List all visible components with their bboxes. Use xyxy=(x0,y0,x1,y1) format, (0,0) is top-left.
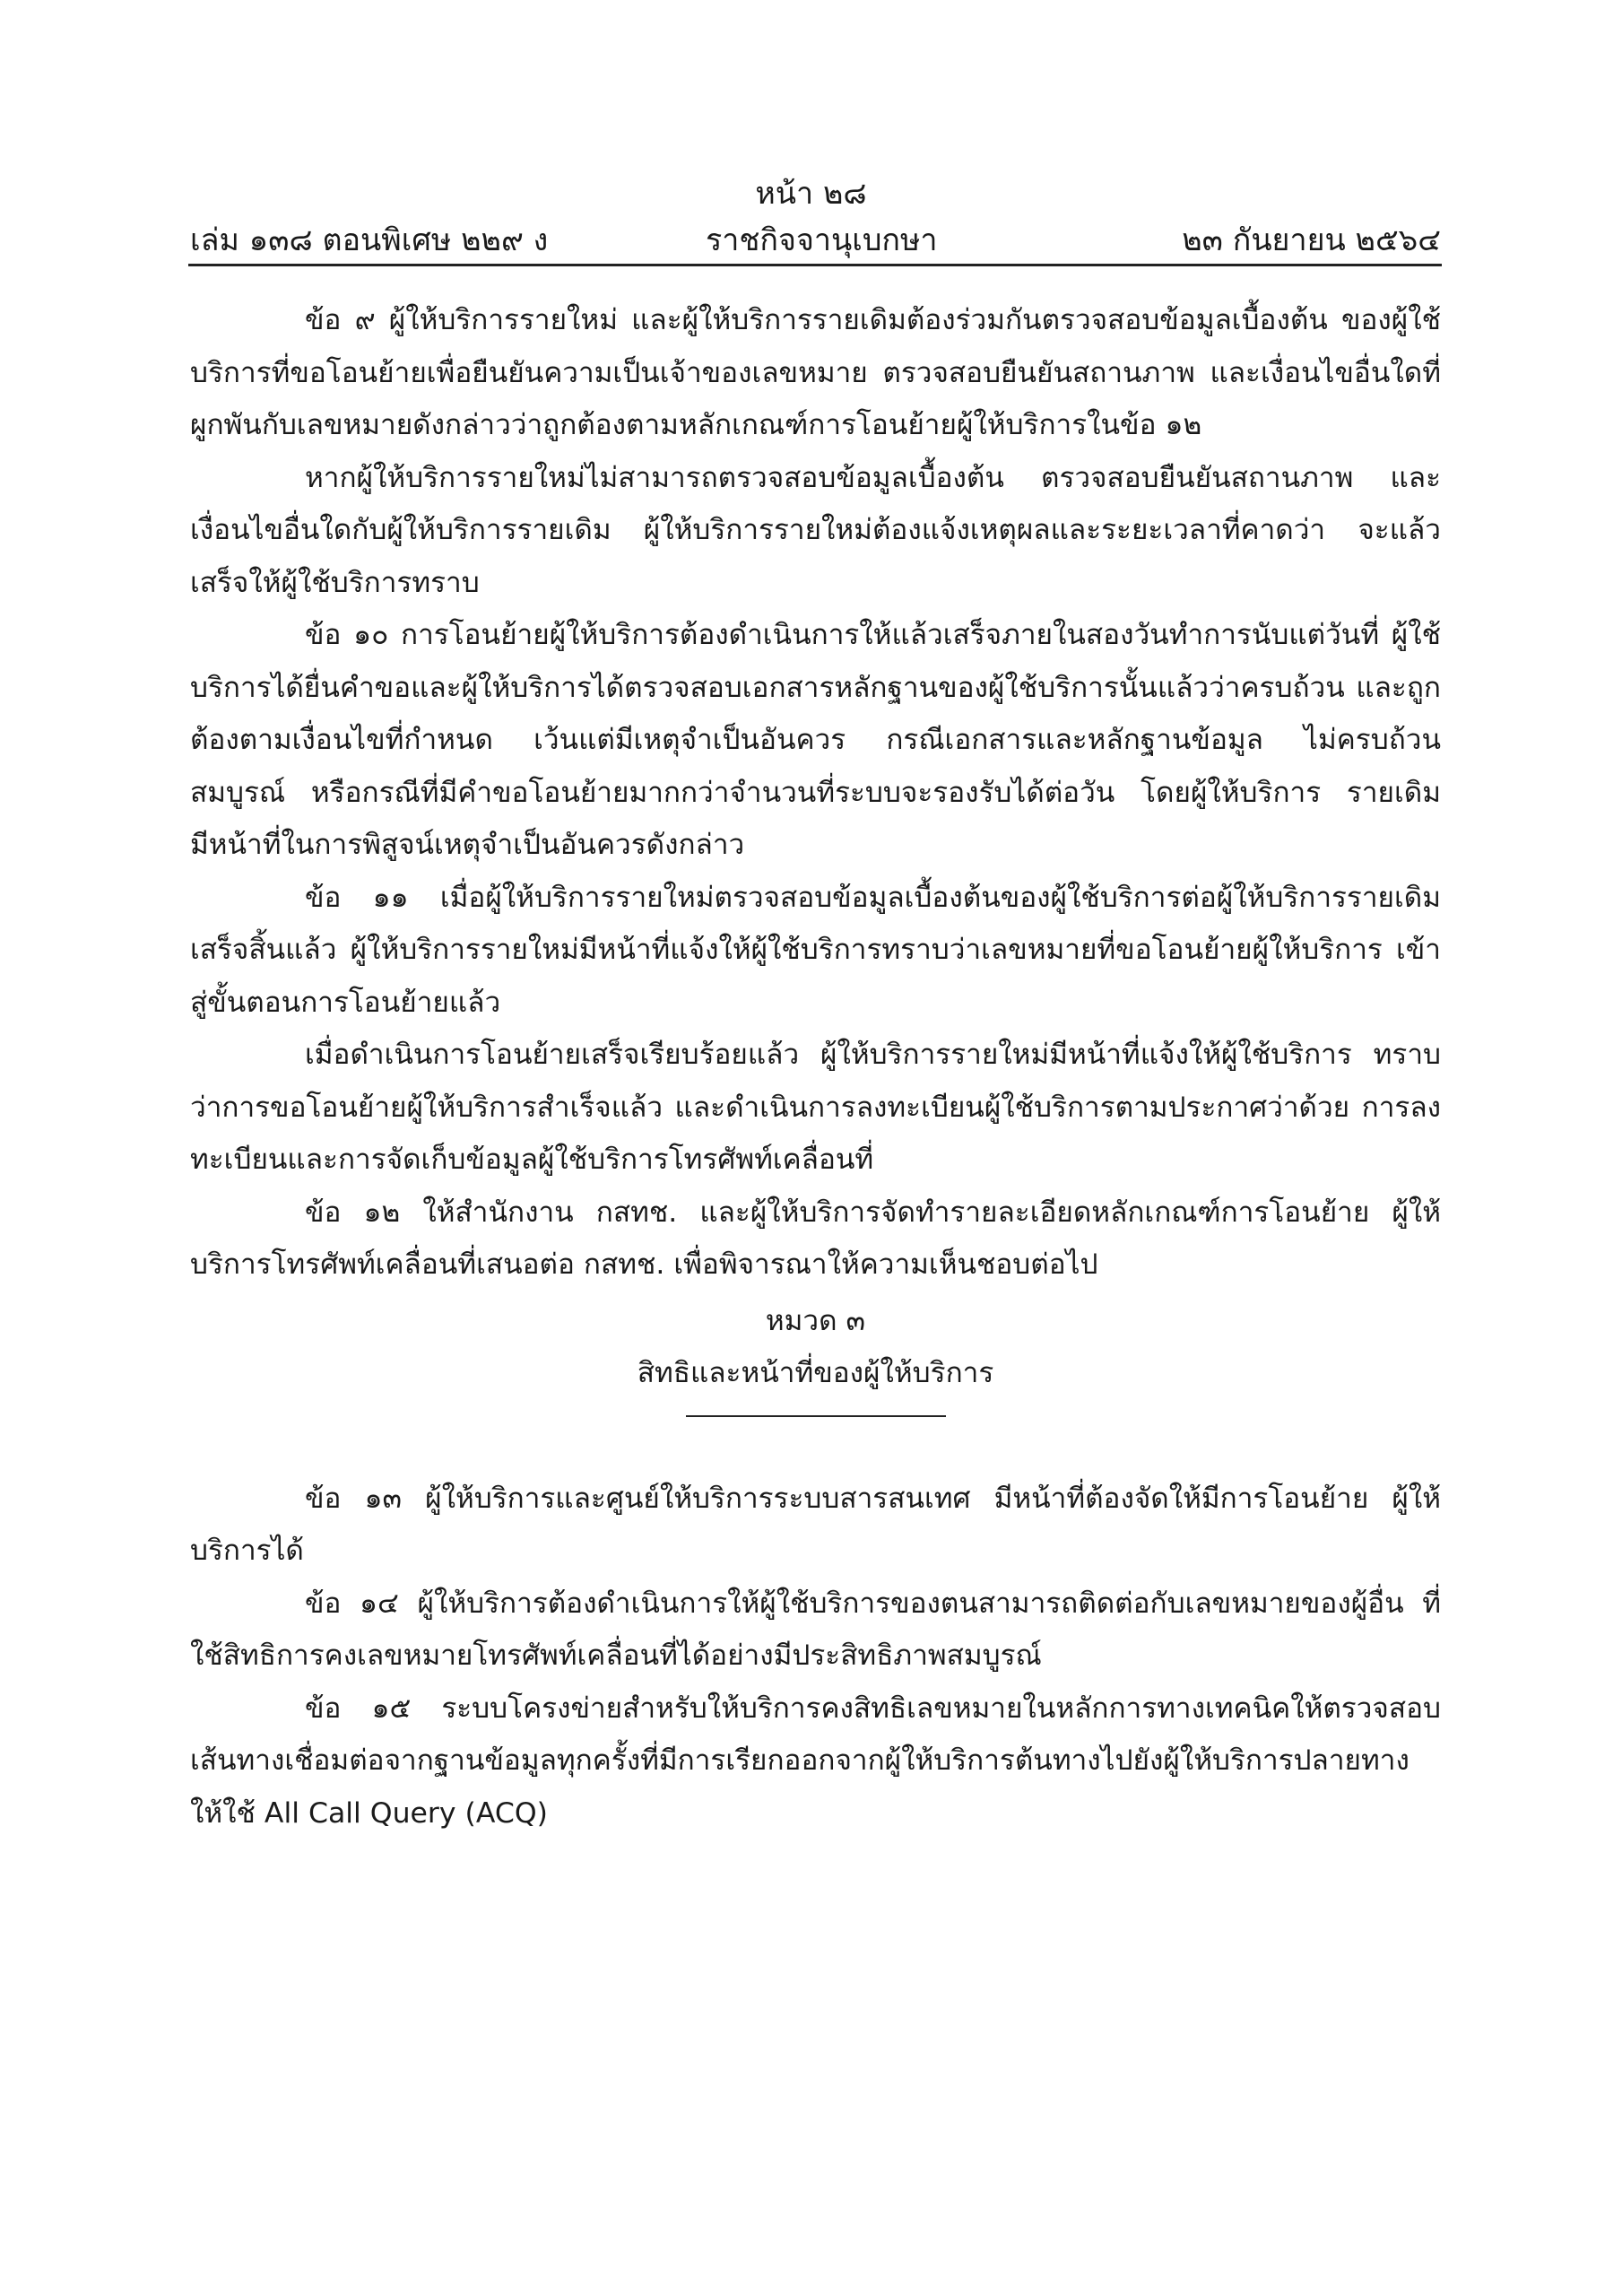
clause-11-paragraph-2: เมื่อดำเนินการโอนย้ายเสร็จเรียบร้อยแล้ว ผู้ให้บริการรายใหม่มีหน้าที่แจ้งให้ผู้ใช้บริการ ทราบว่าการขอโอนย้ายผู้ให้บริการสำเร็จแล้ว และดำเนินการลงทะเบียนผู้ใช้บริการตามประกาศว่าด้วย การลงทะเบียนและการจัดเก็บข้อมูลผู้ใช้บริการโทรศัพท์เคลื่อนที่ xyxy=(190,1039,1441,1176)
volume-issue: เล่ม ๑๓๘ ตอนพิเศษ ๒๒๙ ง xyxy=(190,222,549,258)
chapter-rule xyxy=(686,1415,946,1417)
page-number: หน้า ๒๘ xyxy=(755,176,867,212)
document-body xyxy=(190,294,1441,1839)
clause-14: ข้อ ๑๔ ผู้ให้บริการต้องดำเนินการให้ผู้ใช้บริการของตนสามารถติดต่อกับเลขหมายของผู้อื่น ที่ใช้สิทธิการคงเลขหมายโทรศัพท์เคลื่อนที่ได้อย่างมีประสิทธิภาพสมบูรณ์ xyxy=(190,1587,1441,1672)
clause-10: ข้อ ๑๐ การโอนย้ายผู้ให้บริการต้องดำเนินการให้แล้วเสร็จภายในสองวันทำการนับแต่วันที่ ผู้ใช้บริการได้ยื่นคำขอและผู้ให้บริการได้ตรวจสอบเอกสารหลักฐานของผู้ใช้บริการนั้นแล้วว่าครบถ้วน และถูกต้องตามเงื่อนไขที่กำหนด เว้นแต่มีเหตุจำเป็นอันควร กรณีเอกสารและหลักฐานข้อมูล ไม่ครบถ้วนสมบูรณ์ หรือกรณีที่มีคำขอโอนย้ายมากกว่าจำนวนที่ระบบจะรองรับได้ต่อวัน โดยผู้ให้บริการ รายเดิมมีหน้าที่ในการพิสูจน์เหตุจำเป็นอันควรดังกล่าว xyxy=(190,619,1441,861)
chapter-title: สิทธิและหน้าที่ของผู้ให้บริการ xyxy=(637,1356,994,1389)
publication-date: ๒๓ กันยายน ๒๕๖๔ xyxy=(1182,222,1441,258)
clause-9: ข้อ ๙ ผู้ให้บริการรายใหม่ และผู้ให้บริการรายเดิมต้องร่วมกันตรวจสอบข้อมูลเบื้องต้น ของผู้ใช้บริการที่ขอโอนย้ายเพื่อยืนยันความเป็นเจ้าของเลขหมาย ตรวจสอบยืนยันสถานภาพ และเงื่อนไขอื่นใดที่ผูกพันกับเลขหมายดังกล่าวว่าถูกต้องตามหลักเกณฑ์การโอนย้ายผู้ให้บริการในข้อ ๑๒ xyxy=(190,304,1441,441)
clause-15: ข้อ ๑๕ ระบบโครงข่ายสำหรับให้บริการคงสิทธิเลขหมายในหลักการทางเทคนิคให้ตรวจสอบ เส้นทางเชื่อมต่อจากฐานข้อมูลทุกครั้งที่มีการเรียกออกจากผู้ให้บริการต้นทางไปยังผู้ให้บริการปลายทาง ให้ใช้ All Call Query (ACQ) xyxy=(190,1692,1441,1830)
chapter-number: หมวด ๓ xyxy=(765,1304,866,1337)
gazette-header xyxy=(190,215,1441,258)
clause-11: ข้อ ๑๑ เมื่อผู้ให้บริการรายใหม่ตรวจสอบข้อมูลเบื้องต้นของผู้ใช้บริการต่อผู้ให้บริการรายเดิม เสร็จสิ้นแล้ว ผู้ให้บริการรายใหม่มีหน้าที่แจ้งให้ผู้ใช้บริการทราบว่าเลขหมายที่ขอโอนย้ายผู้ให้บริการ เข้าสู่ขั้นตอนการโอนย้ายแล้ว xyxy=(190,881,1441,1019)
publication-name: ราชกิจจานุเบกษา xyxy=(706,222,938,258)
clause-12: ข้อ ๑๒ ให้สำนักงาน กสทช. และผู้ให้บริการจัดทำรายละเอียดหลักเกณฑ์การโอนย้าย ผู้ให้บริการโทรศัพท์เคลื่อนที่เสนอต่อ กสทช. เพื่อพิจารณาให้ความเห็นชอบต่อไป xyxy=(190,1196,1441,1281)
header-rule xyxy=(188,264,1442,266)
clause-13: ข้อ ๑๓ ผู้ให้บริการและศูนย์ให้บริการระบบสารสนเทศ มีหน้าที่ต้องจัดให้มีการโอนย้าย ผู้ให้บริการได้ xyxy=(190,1482,1441,1567)
clause-9-paragraph-2: หากผู้ให้บริการรายใหม่ไม่สามารถตรวจสอบข้อมูลเบื้องต้น ตรวจสอบยืนยันสถานภาพ และเงื่อนไขอื่นใดกับผู้ให้บริการรายเดิม ผู้ให้บริการรายใหม่ต้องแจ้งเหตุผลและระยะเวลาที่คาดว่า จะแล้วเสร็จให้ผู้ใช้บริการทราบ xyxy=(190,461,1441,599)
